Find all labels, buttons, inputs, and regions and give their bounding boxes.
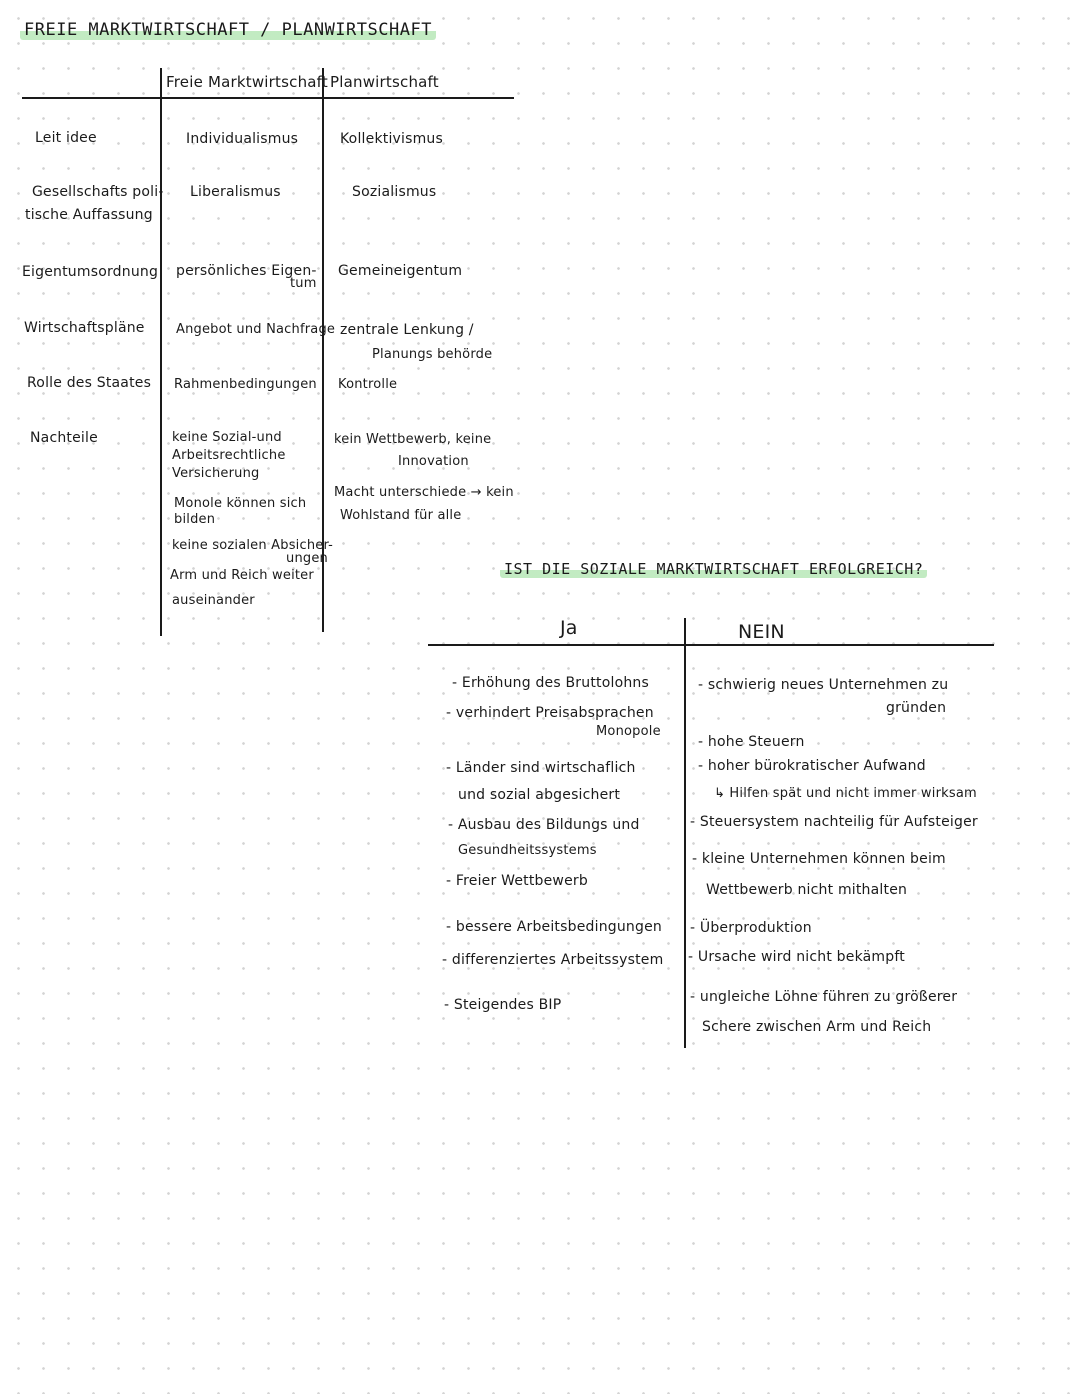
cell-fm-nachteile-6: keine sozialen Absicher- <box>172 538 334 553</box>
cell-fm-nachteile-8: Arm und Reich weiter <box>170 568 314 583</box>
row-label-leitidee: Leit idee <box>35 130 97 146</box>
row-label-wirtschaftsplaene: Wirtschaftspläne <box>24 320 145 336</box>
cell-fm-staat: Rahmenbedingungen <box>174 377 317 392</box>
ja-item-6: - bessere Arbeitsbedingungen <box>446 919 662 935</box>
nein-item-1: - schwierig neues Unternehmen zu <box>698 677 949 693</box>
table1-col1-header: Freie Marktwirtschaft <box>166 73 328 91</box>
row-label-eigentum: Eigentumsordnung <box>22 264 159 280</box>
nein-item-8b: Schere zwischen Arm und Reich <box>702 1019 932 1035</box>
ja-item-2b: Monopole <box>596 724 661 739</box>
section-title: IST DIE SOZIALE MARKTWIRTSCHAFT ERFOLGREICH? <box>500 560 927 578</box>
cell-pw-nachteile-1: kein Wettbewerb, keine <box>334 432 492 447</box>
cell-fm-nachteile-9: auseinander <box>172 593 255 608</box>
row-label-gesellschaft: Gesellschafts poli- <box>32 184 164 200</box>
cell-fm-leitidee: Individualismus <box>186 131 299 147</box>
nein-header: NEIN <box>738 621 785 643</box>
cell-fm-eigentum-2: tum <box>290 276 317 291</box>
ja-item-3: - Länder sind wirtschaflich <box>446 760 636 776</box>
row-label-nachteile: Nachteile <box>30 430 98 446</box>
nein-item-7: - Ursache wird nicht bekämpft <box>688 949 905 965</box>
cell-fm-eigentum: persönliches Eigen- <box>176 263 317 279</box>
table1-divider-1 <box>160 68 162 636</box>
nein-item-5b: Wettbewerb nicht mithalten <box>706 882 908 898</box>
table1-col2-header: Planwirtschaft <box>330 73 439 91</box>
ja-item-4: - Ausbau des Bildungs und <box>448 817 640 833</box>
table1-header-rule <box>22 97 514 99</box>
ja-header: Ja <box>560 617 578 639</box>
page-title: FREIE MARKTWIRTSCHAFT / PLANWIRTSCHAFT <box>20 20 436 40</box>
cell-pw-wirtschaftsplaene: zentrale Lenkung / <box>340 322 474 338</box>
cell-fm-nachteile-5: bilden <box>174 512 216 527</box>
nein-item-1b: gründen <box>886 700 947 716</box>
nein-item-6: - Überproduktion <box>690 920 812 936</box>
cell-pw-eigentum: Gemeineigentum <box>338 263 463 279</box>
cell-fm-nachteile-4: Monole können sich <box>174 496 307 511</box>
nein-item-5: - kleine Unternehmen können beim <box>692 851 946 867</box>
cell-fm-gesellschaft: Liberalismus <box>190 184 281 200</box>
nein-item-4: - Steuersystem nachteilig für Aufsteiger <box>690 814 978 830</box>
cell-fm-nachteile-2: Arbeitsrechtliche <box>172 448 286 463</box>
ja-item-7: - differenziertes Arbeitssystem <box>442 952 664 968</box>
ja-item-8: - Steigendes BIP <box>444 997 562 1013</box>
table2-divider <box>684 618 686 1048</box>
cell-pw-gesellschaft: Sozialismus <box>352 184 437 200</box>
cell-pw-leitidee: Kollektivismus <box>340 131 444 147</box>
cell-pw-nachteile-3: Macht unterschiede → kein <box>334 485 514 500</box>
nein-item-2: - hohe Steuern <box>698 734 805 750</box>
cell-pw-staat: Kontrolle <box>338 377 398 392</box>
cell-fm-nachteile-7: ungen <box>286 551 328 566</box>
ja-item-3b: und sozial abgesichert <box>458 787 621 803</box>
table2-header-rule <box>428 644 994 646</box>
row-label-gesellschaft-2: tische Auffassung <box>25 207 153 223</box>
nein-item-3b: ↳ Hilfen spät und nicht immer wirksam <box>714 786 977 801</box>
ja-item-5: - Freier Wettbewerb <box>446 873 588 889</box>
cell-pw-wirtschaftsplaene-2: Planungs behörde <box>372 347 493 362</box>
ja-item-2: - verhindert Preisabsprachen <box>446 705 654 721</box>
ja-item-4b: Gesundheitssystems <box>458 843 597 858</box>
cell-pw-nachteile-2: Innovation <box>398 454 469 469</box>
row-label-staat: Rolle des Staates <box>27 375 152 391</box>
cell-fm-wirtschaftsplaene: Angebot und Nachfrage <box>176 322 336 337</box>
cell-pw-nachteile-4: Wohlstand für alle <box>340 508 462 523</box>
cell-fm-nachteile-3: Versicherung <box>172 466 260 481</box>
nein-item-3: - hoher bürokratischer Aufwand <box>698 758 926 774</box>
cell-fm-nachteile-1: keine Sozial-und <box>172 430 282 445</box>
nein-item-8: - ungleiche Löhne führen zu größerer <box>690 989 958 1005</box>
ja-item-1: - Erhöhung des Bruttolohns <box>452 675 649 691</box>
